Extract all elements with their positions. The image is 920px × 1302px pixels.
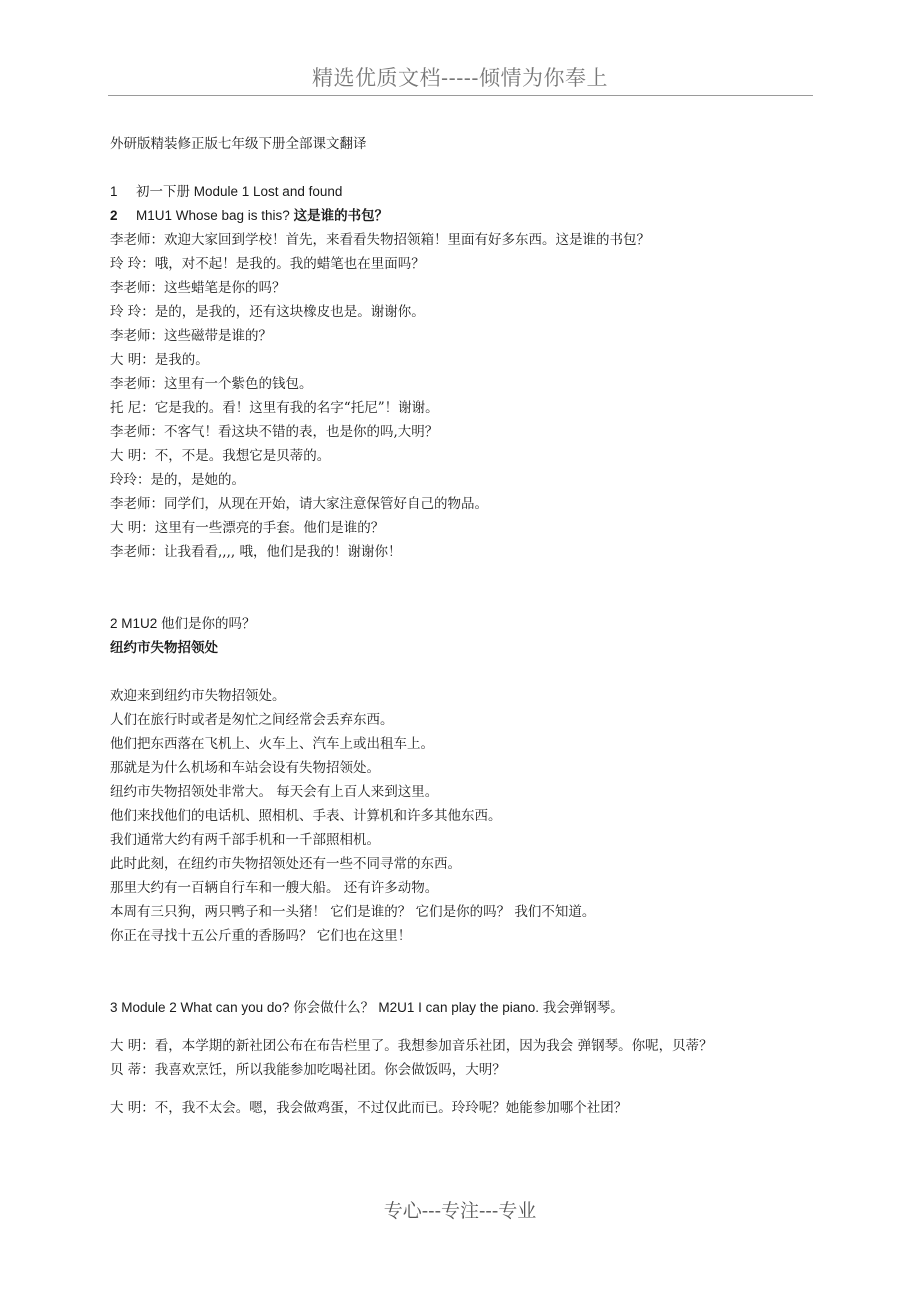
dialogue-line: 李老师：同学们，从现在开始，请大家注意保管好自己的物品。 <box>110 496 488 512</box>
passage-line: 此时此刻，在纽约市失物招领处还有一些不同寻常的东西。 <box>110 856 461 872</box>
section-2-number: 2 <box>110 208 118 223</box>
passage-line: 我们通常大约有两千部手机和一千部照相机。 <box>110 832 380 848</box>
dialogue-line: 李老师：这里有一个紫色的钱包。 <box>110 376 313 392</box>
header-divider <box>108 95 813 96</box>
dialogue-line: 李老师：这些蜡笔是你的吗？ <box>110 280 286 296</box>
section-1-title: 初一下册 Module 1 Lost and found <box>136 184 343 199</box>
document-body <box>110 132 815 1120</box>
section-4-title-d: 我会弹钢琴。 <box>542 1000 624 1016</box>
dialogue-line: 玲 玲：是的，是我的，还有这块橡皮也是。谢谢你。 <box>110 304 425 320</box>
dialogue-paragraph: 大 明：看，本学期的新社团公布在布告栏里了。我想参加音乐社团，因为我会 弹钢琴。你呢，贝蒂？ <box>110 1038 713 1054</box>
passage-line: 他们来找他们的电话机、照相机、手表、计算机和许多其他东西。 <box>110 808 502 824</box>
section-2-title-cn: 这是谁的书包？ <box>293 208 389 224</box>
dialogue-line: 大 明：不，不是。我想它是贝蒂的。 <box>110 448 331 464</box>
section-4-title-a: 3 Module 2 What can you do? <box>110 1000 294 1015</box>
dialogue-line: 大 明：是我的。 <box>110 352 209 368</box>
dialogue-line: 李老师：不客气！看这块不错的表，也是你的吗,大明？ <box>110 424 439 440</box>
passage-line: 欢迎来到纽约市失物招领处。 <box>110 688 286 704</box>
passage-line: 那里大约有一百辆自行车和一艘大船。 还有许多动物。 <box>110 880 439 896</box>
section-3-heading <box>110 612 815 636</box>
dialogue-line: 玲玲：是的，是她的。 <box>110 472 245 488</box>
section-2-title-en: M1U1 Whose bag is this? <box>136 208 294 223</box>
section-1-heading <box>110 180 815 204</box>
section-4-title-c: M2U1 I can play the piano. <box>378 1000 543 1015</box>
page-footer: 专心---专注---专业 <box>383 1200 537 1222</box>
dialogue-1 <box>110 228 815 564</box>
passage-line: 人们在旅行时或者是匆忙之间经常会丢弃东西。 <box>110 712 394 728</box>
dialogue-line: 玲 玲：哦，对不起！是我的。我的蜡笔也在里面吗？ <box>110 256 425 272</box>
section-4-title-b: 你会做什么？ <box>293 1000 379 1016</box>
section-2-heading <box>110 204 815 228</box>
passage-line: 他们把东西落在飞机上、火车上、汽车上或出租车上。 <box>110 736 434 752</box>
dialogue-paragraph: 贝 蒂：我喜欢烹饪，所以我能参加吃喝社团。你会做饭吗，大明？ <box>110 1062 506 1078</box>
dialogue-line: 李老师：欢迎大家回到学校！首先，来看看失物招领箱！里面有好多东西。这是谁的书包？ <box>110 232 650 248</box>
section-1-number: 1 <box>110 184 118 199</box>
dialogue-line: 李老师：这些磁带是谁的？ <box>110 328 272 344</box>
dialogue-line: 托 尼：它是我的。看！这里有我的名字“托尼”！谢谢。 <box>110 400 439 416</box>
section-3-subheading: 纽约市失物招领处 <box>110 640 218 656</box>
dialogue-paragraph: 大 明：不，我不太会。嗯，我会做鸡蛋，不过仅此而已。玲玲呢？她能参加哪个社团？ <box>110 1100 628 1116</box>
section-3-title: 2 M1U2 他们是你的吗？ <box>110 616 256 631</box>
dialogue-line: 大 明：这里有一些漂亮的手套。他们是谁的？ <box>110 520 385 536</box>
passage-1 <box>110 684 815 948</box>
document-title: 外研版精装修正版七年级下册全部课文翻译 <box>110 136 367 152</box>
passage-line: 你正在寻找十五公斤重的香肠吗？ 它们也在这里！ <box>110 928 412 944</box>
page-header: 精选优质文档-----倾情为你奉上 <box>312 66 608 90</box>
passage-line: 那就是为什么机场和车站会设有失物招领处。 <box>110 760 380 776</box>
passage-line: 纽约市失物招领处非常大。 每天会有上百人来到这里。 <box>110 784 439 800</box>
section-4-heading <box>110 996 815 1020</box>
dialogue-line: 李老师：让我看看,,,, 哦，他们是我的！谢谢你！ <box>110 544 402 560</box>
passage-line: 本周有三只狗，两只鸭子和一头猪！ 它们是谁的？ 它们是你的吗？ 我们不知道。 <box>110 904 596 920</box>
